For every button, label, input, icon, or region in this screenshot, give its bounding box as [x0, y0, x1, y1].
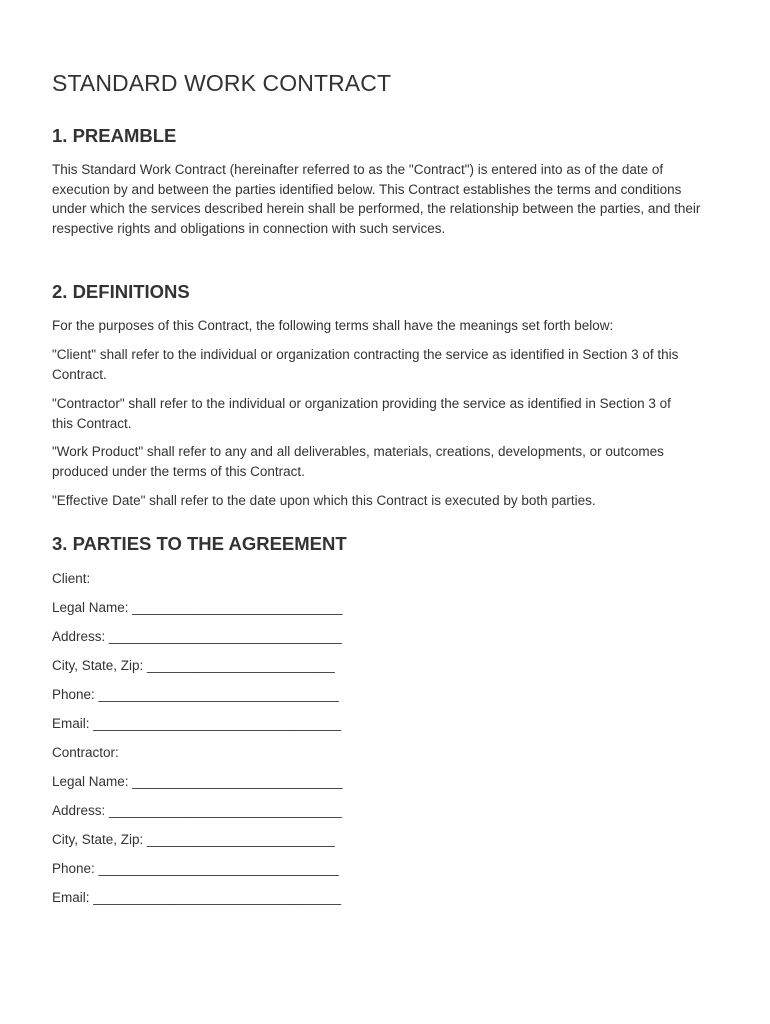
client-legal-name-field: Legal Name: ____________________________: [52, 600, 343, 615]
contractor-address-field: Address: _______________________________: [52, 803, 342, 818]
contractor-city-state-zip-field: City, State, Zip: _________________________: [52, 832, 335, 847]
parties-heading: 3. PARTIES TO THE AGREEMENT: [52, 533, 347, 554]
contractor-email-field: Email: _________________________________: [52, 890, 342, 905]
client-phone-field: Phone: ________________________________: [52, 687, 339, 702]
definition-client: "Client" shall refer to the individual or organization contracting the service as identified in Section 3 of this Contract.: [52, 347, 679, 382]
definition-work-product: "Work Product" shall refer to any and all deliverables, materials, creations, developments, or outcomes produced under the terms of this Contract.: [52, 444, 664, 479]
preamble-heading: 1. PREAMBLE: [52, 125, 177, 146]
definition-contractor: "Contractor" shall refer to the individual or organization providing the service as identified in Section 3 of this Contract.: [52, 396, 671, 431]
contractor-phone-field: Phone: ________________________________: [52, 861, 339, 876]
client-email-field: Email: _________________________________: [52, 716, 342, 731]
contractor-legal-name-field: Legal Name: ____________________________: [52, 774, 343, 789]
client-label: Client:: [52, 571, 91, 586]
document-title: STANDARD WORK CONTRACT: [52, 70, 392, 96]
definition-effective-date: "Effective Date" shall refer to the date upon which this Contract is executed by both parties.: [52, 493, 596, 508]
contractor-label: Contractor:: [52, 745, 119, 760]
preamble-text: This Standard Work Contract (hereinafter referred to as the "Contract") is entered into as of the date of execution by and between the parties identified below. This Contract establishes the terms and conditions under which the services described herein shall be performed, the relationship between the parties, and their respective rights and obligations in connection with such services.: [52, 162, 701, 236]
client-city-state-zip-field: City, State, Zip: _________________________: [52, 658, 335, 673]
client-address-field: Address: _______________________________: [52, 629, 342, 644]
definitions-intro: For the purposes of this Contract, the following terms shall have the meanings set forth below:: [52, 318, 614, 333]
definitions-heading: 2. DEFINITIONS: [52, 281, 190, 302]
